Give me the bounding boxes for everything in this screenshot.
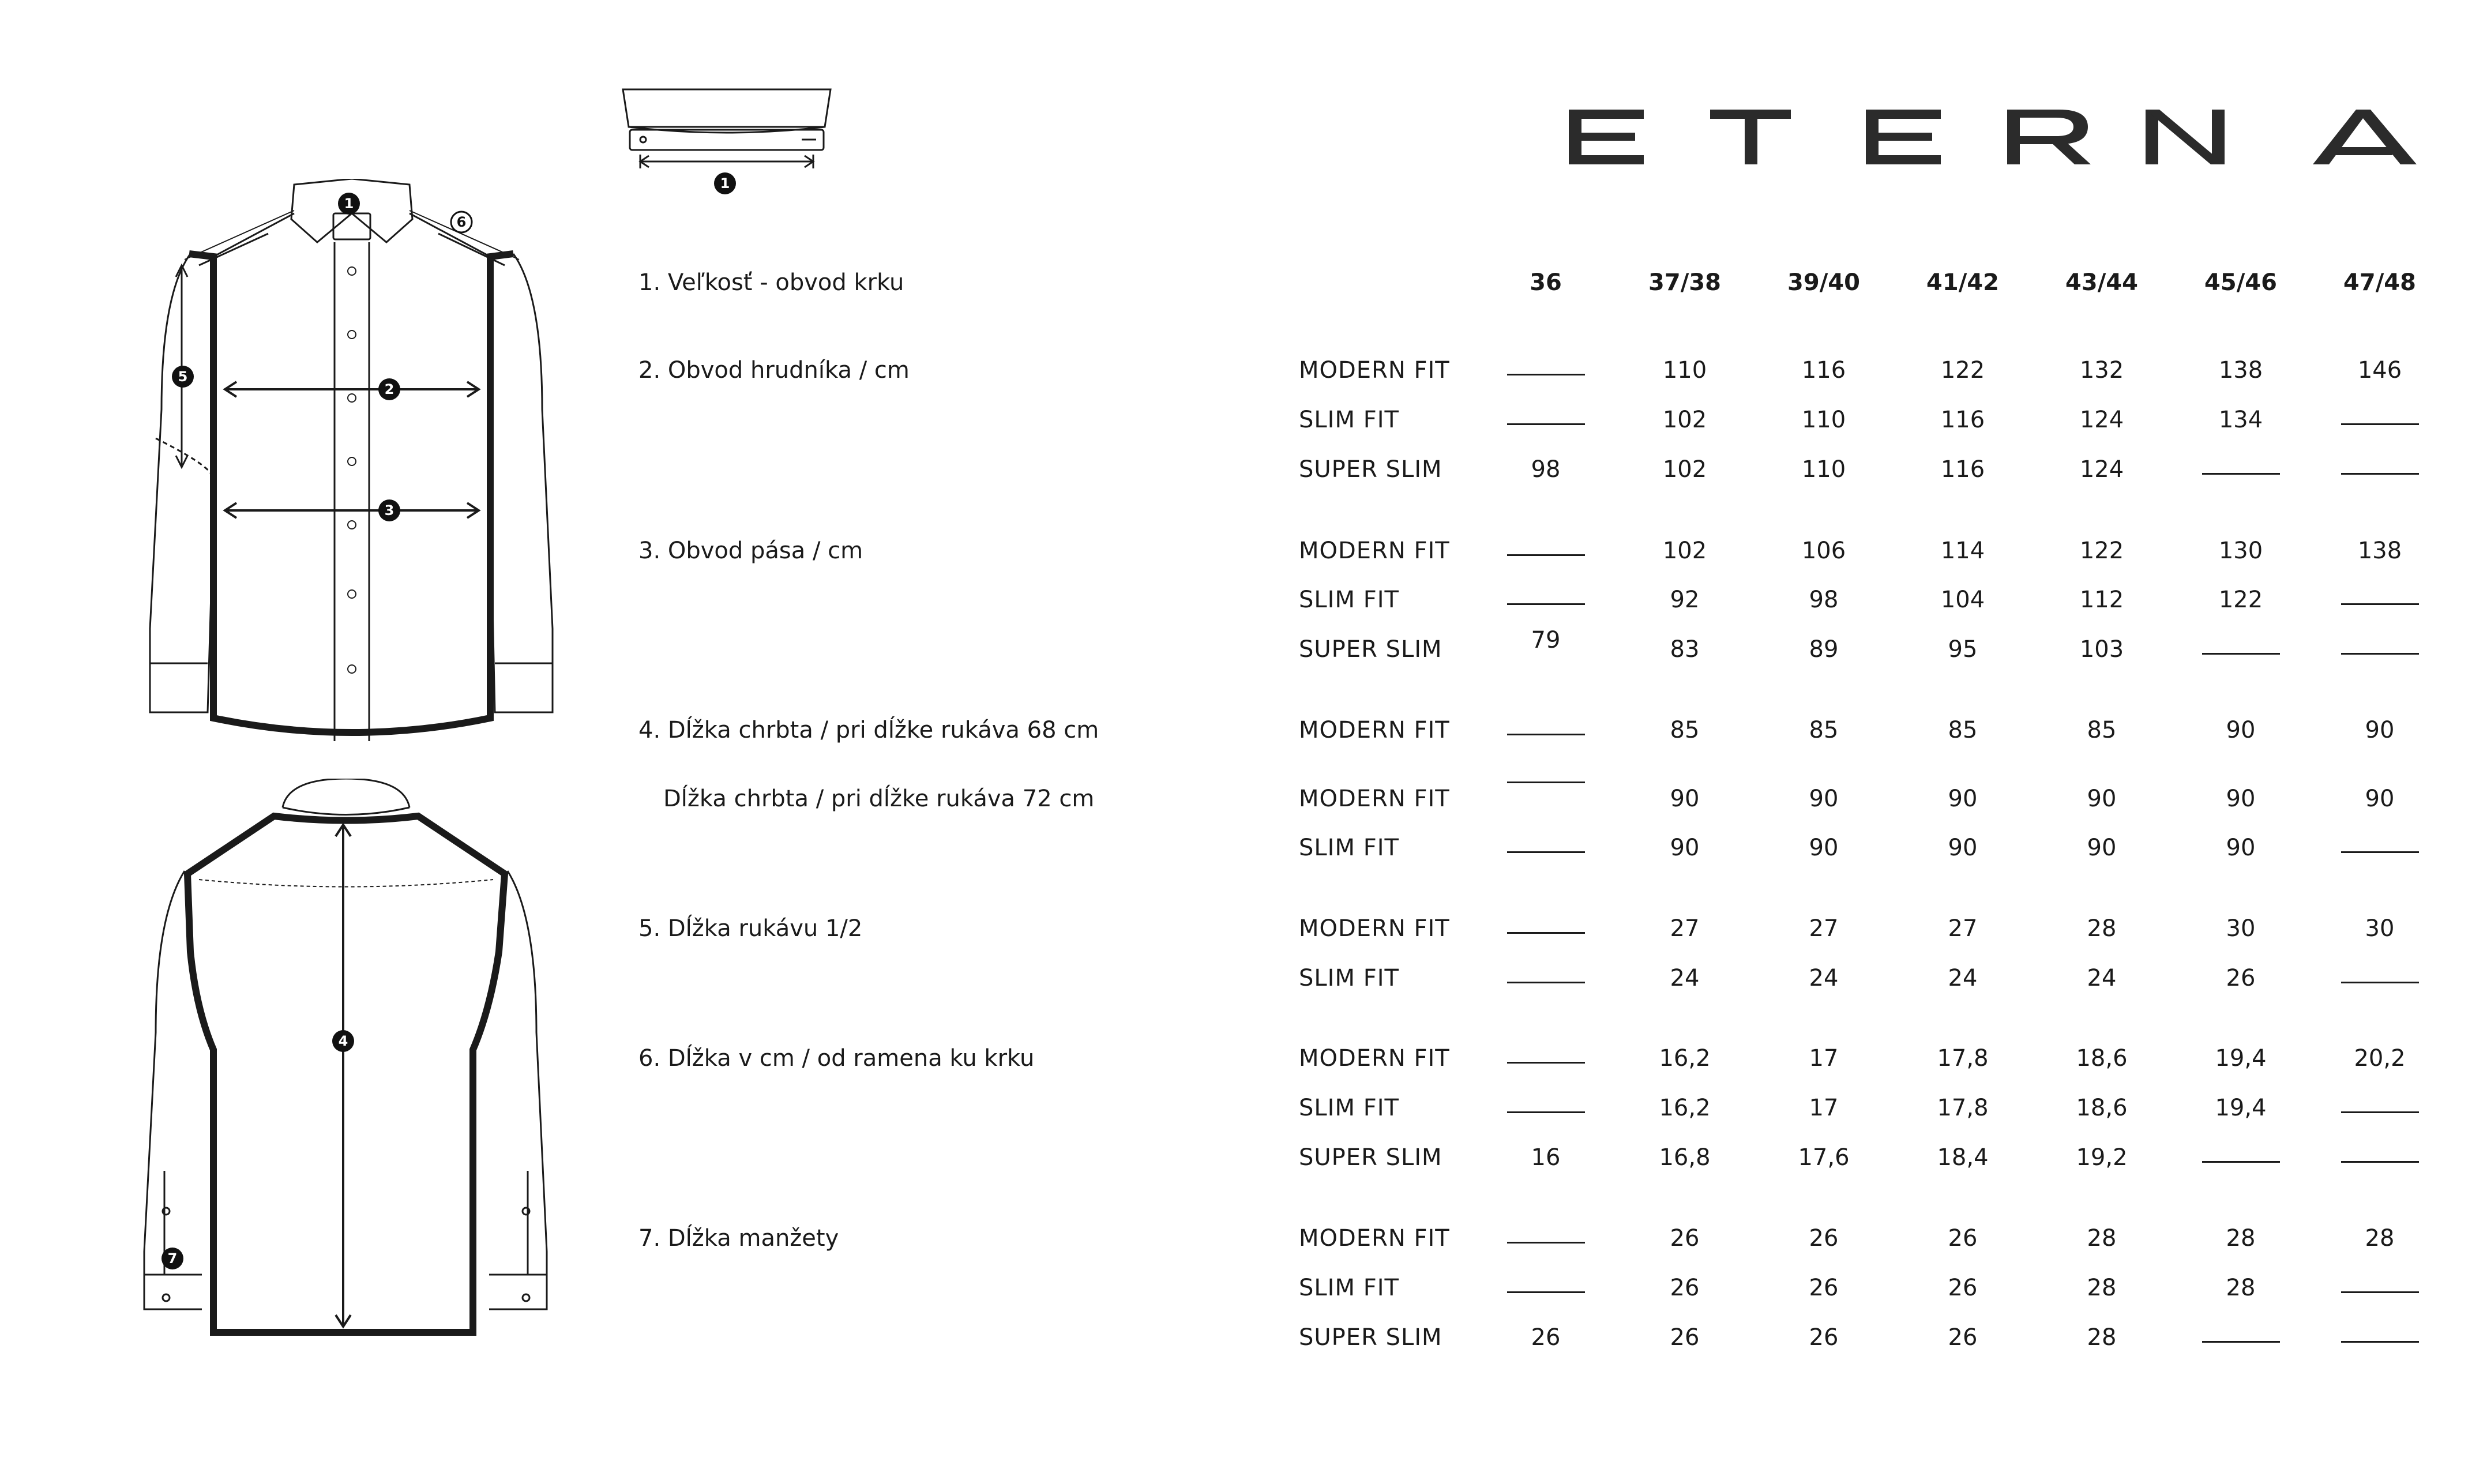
table-cell: 20,2 xyxy=(2354,1045,2406,1072)
table-cell: 90 xyxy=(2365,786,2395,812)
empty-cell-dash xyxy=(1507,1242,1585,1243)
table-cell: 26 xyxy=(1809,1275,1839,1301)
empty-cell-dash xyxy=(2341,1161,2419,1163)
table-cell: 27 xyxy=(1670,915,1700,942)
table-cell: 16,2 xyxy=(1659,1045,1711,1072)
table-cell: 116 xyxy=(1801,357,1846,384)
empty-cell-dash xyxy=(2341,1341,2419,1343)
table-cell: 116 xyxy=(1940,456,1985,483)
svg-text:2: 2 xyxy=(384,381,395,397)
empty-cell-dash xyxy=(1507,423,1585,425)
table-cell: 90 xyxy=(2226,717,2256,743)
table-cell: 28 xyxy=(2087,1324,2117,1351)
row-label-chest: 2. Obvod hrudníka / cm xyxy=(638,357,910,384)
row-label-waist: 3. Obvod pása / cm xyxy=(638,538,863,564)
svg-text:7: 7 xyxy=(167,1250,178,1267)
fit-label: SLIM FIT xyxy=(1299,407,1399,433)
table-cell: 122 xyxy=(2079,538,2124,564)
empty-cell-dash xyxy=(1507,1291,1585,1293)
table-cell: 27 xyxy=(1809,915,1839,942)
fit-label: MODERN FIT xyxy=(1299,786,1450,812)
empty-cell-dash xyxy=(1507,1062,1585,1064)
empty-cell-dash xyxy=(1507,851,1585,853)
empty-cell-dash xyxy=(1507,782,1585,783)
fit-label: MODERN FIT xyxy=(1299,1225,1450,1252)
row-label-cuff: 7. Dĺžka manžety xyxy=(638,1225,839,1252)
table-cell: 17 xyxy=(1809,1045,1839,1072)
table-cell: 27 xyxy=(1948,915,1978,942)
table-cell: 28 xyxy=(2365,1225,2395,1252)
table-cell: 116 xyxy=(1940,407,1985,433)
fit-label: SLIM FIT xyxy=(1299,1095,1399,1121)
fit-label: SLIM FIT xyxy=(1299,1275,1399,1301)
marker-6 xyxy=(450,211,473,234)
table-cell: 24 xyxy=(2087,965,2117,991)
fit-label: MODERN FIT xyxy=(1299,915,1450,942)
table-cell: 110 xyxy=(1801,456,1846,483)
table-cell: 138 xyxy=(2218,357,2263,384)
table-cell: 103 xyxy=(2079,636,2124,663)
table-cell: 26 xyxy=(1670,1324,1700,1351)
table-cell: 104 xyxy=(1940,587,1985,613)
svg-text:1: 1 xyxy=(344,196,354,212)
table-cell: 26 xyxy=(1948,1324,1978,1351)
row-label-shoulder: 6. Dĺžka v cm / od ramena ku krku xyxy=(638,1045,1035,1072)
table-cell: 16,2 xyxy=(1659,1095,1711,1121)
fit-label: SUPER SLIM xyxy=(1299,1324,1442,1351)
table-cell: 146 xyxy=(2357,357,2402,384)
size-header: 43/44 xyxy=(2065,269,2138,296)
empty-cell-dash xyxy=(2202,1161,2280,1163)
fit-label: SUPER SLIM xyxy=(1299,1144,1442,1171)
row-label-back-68: 4. Dĺžka chrbta / pri dĺžke rukáva 68 cm xyxy=(638,717,1099,743)
table-cell: 98 xyxy=(1809,587,1839,613)
table-cell: 19,4 xyxy=(2215,1045,2267,1072)
table-cell: 132 xyxy=(2079,357,2124,384)
fit-label: MODERN FIT xyxy=(1299,357,1450,384)
table-cell: 130 xyxy=(2218,538,2263,564)
table-cell: 26 xyxy=(1948,1225,1978,1252)
table-cell: 28 xyxy=(2226,1275,2256,1301)
empty-cell-dash xyxy=(2341,603,2419,605)
table-cell: 90 xyxy=(1670,786,1700,812)
svg-text:6: 6 xyxy=(456,214,467,230)
svg-text:4: 4 xyxy=(338,1033,348,1049)
fit-label: MODERN FIT xyxy=(1299,538,1450,564)
size-header: 36 xyxy=(1530,269,1562,296)
table-cell: 26 xyxy=(2226,965,2256,991)
table-cell: 30 xyxy=(2365,915,2395,942)
size-header: 37/38 xyxy=(1648,269,1721,296)
table-cell: 90 xyxy=(2226,835,2256,861)
table-cell: 102 xyxy=(1662,456,1707,483)
empty-cell-dash xyxy=(1507,554,1585,556)
table-cell: 134 xyxy=(2218,407,2263,433)
table-cell: 85 xyxy=(2087,717,2117,743)
empty-cell-dash xyxy=(2341,423,2419,425)
size-header: 39/40 xyxy=(1787,269,1860,296)
svg-text:1: 1 xyxy=(720,175,730,191)
table-cell: 18,6 xyxy=(2076,1045,2128,1072)
fit-label: MODERN FIT xyxy=(1299,717,1450,743)
marker-5 xyxy=(171,365,194,388)
table-cell: 92 xyxy=(1670,587,1700,613)
brand-logo xyxy=(1569,87,2422,185)
table-cell: 85 xyxy=(1670,717,1700,743)
table-cell: 16,8 xyxy=(1659,1144,1711,1171)
shirt-back-illustration xyxy=(133,779,559,1367)
table-cell: 90 xyxy=(2087,786,2117,812)
table-cell: 24 xyxy=(1809,965,1839,991)
table-cell: 28 xyxy=(2226,1225,2256,1252)
empty-cell-dash xyxy=(2341,473,2419,475)
fit-label: SLIM FIT xyxy=(1299,835,1399,861)
table-cell: 17,6 xyxy=(1798,1144,1850,1171)
table-cell: 110 xyxy=(1801,407,1846,433)
size-header: 41/42 xyxy=(1926,269,1999,296)
table-cell: 16 xyxy=(1531,1144,1561,1171)
empty-cell-dash xyxy=(2341,982,2419,983)
marker-1-front xyxy=(337,192,360,215)
empty-cell-dash xyxy=(2341,851,2419,853)
empty-cell-dash xyxy=(2202,1341,2280,1343)
table-cell: 17,8 xyxy=(1937,1045,1989,1072)
table-cell: 89 xyxy=(1809,636,1839,663)
table-cell: 26 xyxy=(1809,1324,1839,1351)
table-cell: 17,8 xyxy=(1937,1095,1989,1121)
empty-cell-dash xyxy=(1507,603,1585,605)
marker-1-collar xyxy=(713,172,737,195)
empty-cell-dash xyxy=(2341,1291,2419,1293)
empty-cell-dash xyxy=(1507,982,1585,983)
size-header: 45/46 xyxy=(2204,269,2277,296)
table-cell: 124 xyxy=(2079,407,2124,433)
svg-text:3: 3 xyxy=(384,502,395,519)
table-cell: 83 xyxy=(1670,636,1700,663)
shirt-front-illustration xyxy=(138,179,565,756)
empty-cell-dash xyxy=(1507,374,1585,375)
row-label-neck: 1. Veľkosť - obvod krku xyxy=(638,269,904,296)
table-cell: 90 xyxy=(1948,786,1978,812)
size-header: 47/48 xyxy=(2343,269,2416,296)
table-cell: 24 xyxy=(1670,965,1700,991)
table-cell: 90 xyxy=(1809,835,1839,861)
marker-7 xyxy=(161,1247,184,1270)
table-cell: 110 xyxy=(1662,357,1707,384)
empty-cell-dash xyxy=(2202,473,2280,475)
table-cell: 79 xyxy=(1531,627,1561,653)
table-cell: 26 xyxy=(1948,1275,1978,1301)
table-cell: 19,4 xyxy=(2215,1095,2267,1121)
table-cell: 98 xyxy=(1531,456,1561,483)
empty-cell-dash xyxy=(2341,1111,2419,1113)
table-cell: 19,2 xyxy=(2076,1144,2128,1171)
fit-label: SUPER SLIM xyxy=(1299,636,1442,663)
table-cell: 102 xyxy=(1662,407,1707,433)
marker-2 xyxy=(378,378,401,401)
empty-cell-dash xyxy=(1507,932,1585,934)
table-cell: 106 xyxy=(1801,538,1846,564)
table-cell: 26 xyxy=(1670,1225,1700,1252)
empty-cell-dash xyxy=(2341,653,2419,655)
table-cell: 90 xyxy=(2226,786,2256,812)
fit-label: MODERN FIT xyxy=(1299,1045,1450,1072)
table-cell: 124 xyxy=(2079,456,2124,483)
table-cell: 26 xyxy=(1809,1225,1839,1252)
table-cell: 138 xyxy=(2357,538,2402,564)
fit-label: SLIM FIT xyxy=(1299,587,1399,613)
table-cell: 90 xyxy=(1809,786,1839,812)
table-cell: 26 xyxy=(1531,1324,1561,1351)
table-cell: 90 xyxy=(2365,717,2395,743)
table-cell: 18,4 xyxy=(1937,1144,1989,1171)
marker-3 xyxy=(378,499,401,522)
table-cell: 17 xyxy=(1809,1095,1839,1121)
row-label-back-72: Dĺžka chrbta / pri dĺžke rukáva 72 cm xyxy=(663,786,1095,812)
table-cell: 28 xyxy=(2087,1275,2117,1301)
table-cell: 28 xyxy=(2087,1225,2117,1252)
empty-cell-dash xyxy=(1507,1111,1585,1113)
table-cell: 85 xyxy=(1948,717,1978,743)
marker-4 xyxy=(332,1030,355,1053)
table-cell: 18,6 xyxy=(2076,1095,2128,1121)
table-cell: 85 xyxy=(1809,717,1839,743)
table-cell: 112 xyxy=(2079,587,2124,613)
table-cell: 90 xyxy=(1948,835,1978,861)
table-cell: 90 xyxy=(2087,835,2117,861)
row-label-sleeve: 5. Dĺžka rukávu 1/2 xyxy=(638,915,863,942)
table-cell: 114 xyxy=(1940,538,1985,564)
table-cell: 122 xyxy=(2218,587,2263,613)
empty-cell-dash xyxy=(1507,734,1585,735)
svg-text:5: 5 xyxy=(178,369,188,385)
empty-cell-dash xyxy=(2202,653,2280,655)
table-cell: 122 xyxy=(1940,357,1985,384)
table-cell: 90 xyxy=(1670,835,1700,861)
fit-label: SLIM FIT xyxy=(1299,965,1399,991)
table-cell: 28 xyxy=(2087,915,2117,942)
table-cell: 30 xyxy=(2226,915,2256,942)
table-cell: 95 xyxy=(1948,636,1978,663)
table-cell: 24 xyxy=(1948,965,1978,991)
table-cell: 26 xyxy=(1670,1275,1700,1301)
table-cell: 102 xyxy=(1662,538,1707,564)
fit-label: SUPER SLIM xyxy=(1299,456,1442,483)
